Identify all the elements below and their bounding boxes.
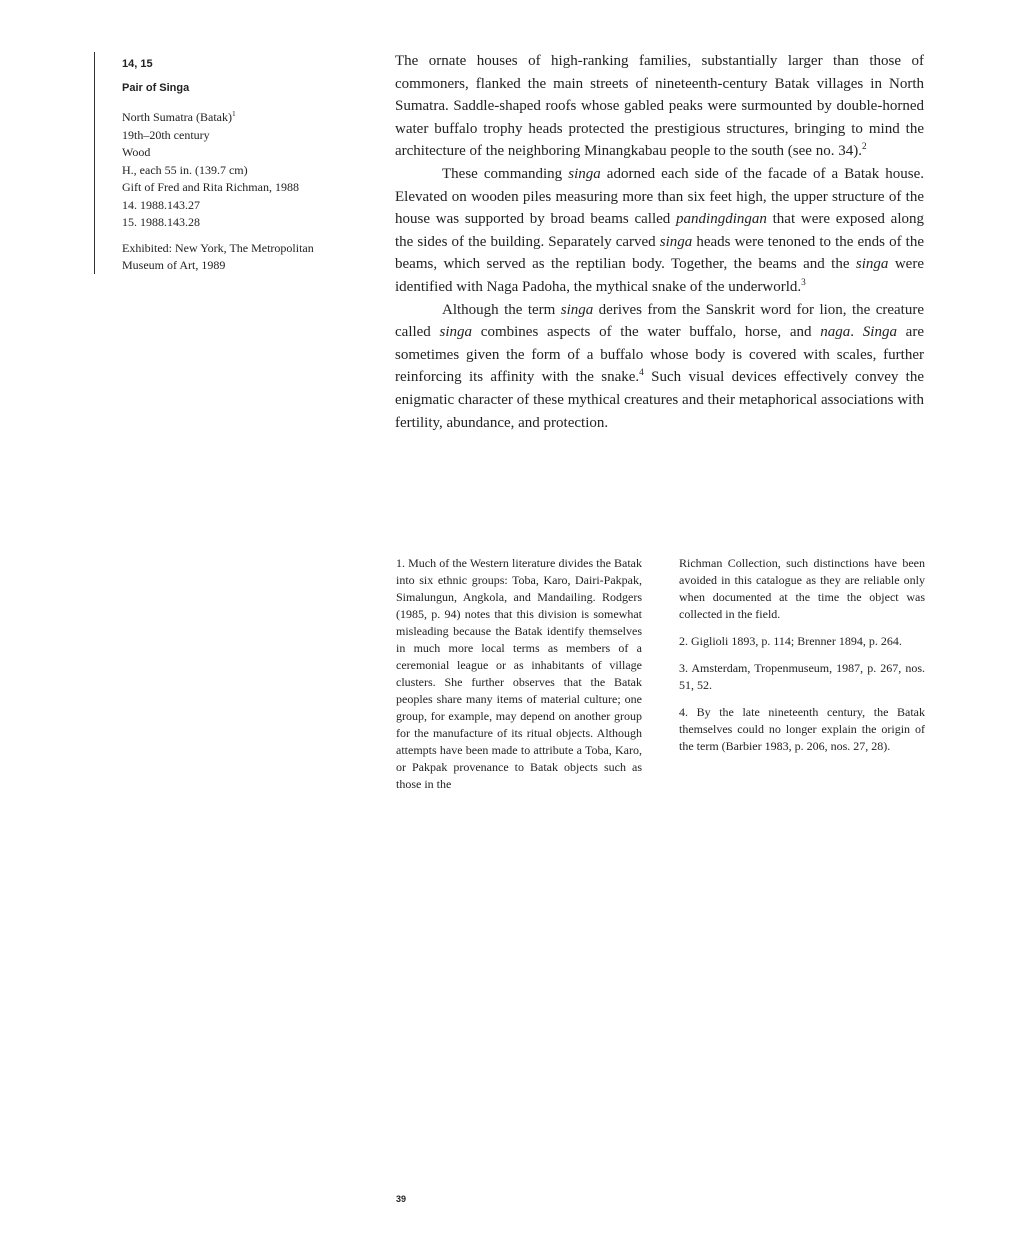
catalog-numbers: 14, 15 (122, 58, 153, 70)
object-origin: North Sumatra (Batak)$^1$ (122, 109, 236, 124)
footnote-2: 2. Giglioli 1893, p. 114; Brenner 1894, p. 264. (679, 634, 902, 648)
accession-number-14: 14. 1988.143.27 (122, 197, 200, 212)
entry-title: Pair of Singa (122, 82, 190, 94)
paragraph-1: The ornate houses of high-ranking families, substantially larger than those of commoners, flanked the main streets of nineteenth-century Batak villages in North Sumatra. Saddle-shaped roofs whose gabled peaks were surmounted by double-horned water buffalo trophy heads protected the prestigious structures, bringing to mind the architecture of the neighboring Minangkabau people to the south (see no. 34).$^2$ (395, 53, 924, 160)
object-dimensions: H., each 55 in. (139.7 cm) (122, 162, 248, 177)
object-medium: Wood (122, 145, 151, 159)
essay-body (395, 50, 924, 434)
footnote-1: 1. Much of the Western literature divides the Batak into six ethnic groups: Toba, Karo, Dairi-Pakpak, Simalungun, Angkola, and Mandailing. Rodgers (1985, p. 94) notes that this division is somewhat misleading because the Batak identify themselves in much more local terms as members of a ceremonial league or as inhabitants of village clusters. She further observes that the Batak peoples share many items of material culture; one group, for example, may depend on another group for the manufacture of its ritual objects. Although attempts have been made to attribute a Toba, Karo, or Pakpak provenance to Batak objects such as those in the (396, 556, 642, 791)
catalog-entry-sidebar (94, 52, 354, 274)
footnotes-column-1 (396, 555, 642, 803)
object-metadata (122, 109, 354, 232)
exhibition-history: Exhibited: New York, The Metropolitan Museum of Art, 1989 (122, 240, 314, 272)
page-number: 39 (396, 1194, 407, 1204)
object-date: 19th–20th century (122, 127, 210, 142)
footnote-1-continued: Richman Collection, such distinctions have been avoided in this catalogue as they are reliable only when documented at the time the object was collected in the field. (679, 556, 925, 621)
footnote-ref-2: 2 (861, 142, 867, 153)
footnote-ref-4: 4 (639, 368, 644, 379)
footnote-ref-3: 3 (801, 277, 806, 288)
accession-number-15: 15. 1988.143.28 (122, 215, 200, 229)
paragraph-2: These commanding singa adorned each side of the facade of a Batak house. Elevated on wooden piles measuring more than six feet high, the upper structure of the house was supported by broad beams called pandingdingan that were exposed along the sides of the building. Separately carved singa heads were tenoned to the ends of the beams, which served as the reptilian body. Together, the beams and the singa were identified with Naga Padoha, the mythical snake of the underworld.$^3$ (395, 165, 925, 295)
object-credit-line: Gift of Fred and Rita Richman, 1988 (122, 180, 299, 194)
origin-footnote-ref: 1 (231, 109, 236, 118)
footnote-4: 4. By the late nineteenth century, the Batak themselves could no longer explain the origin of the term (Barbier 1983, p. 206, nos. 27, 28). (679, 705, 925, 753)
footnote-3: 3. Amsterdam, Tropenmuseum, 1987, p. 267, nos. 51, 52. (679, 661, 925, 692)
footnotes-column-2 (679, 555, 925, 765)
paragraph-3: Although the term singa derives from the Sanskrit word for lion, the creature called singa combines aspects of the water buffalo, horse, and naga. Singa are sometimes given the form of a buffalo whose body is covered with scales, further reinforcing its affinity with the snake.$^4$ Such visual devices effectively convey the enigmatic character of these mythical creatures and their metaphorical associations with fertility, abundance, and protection. (395, 301, 924, 431)
